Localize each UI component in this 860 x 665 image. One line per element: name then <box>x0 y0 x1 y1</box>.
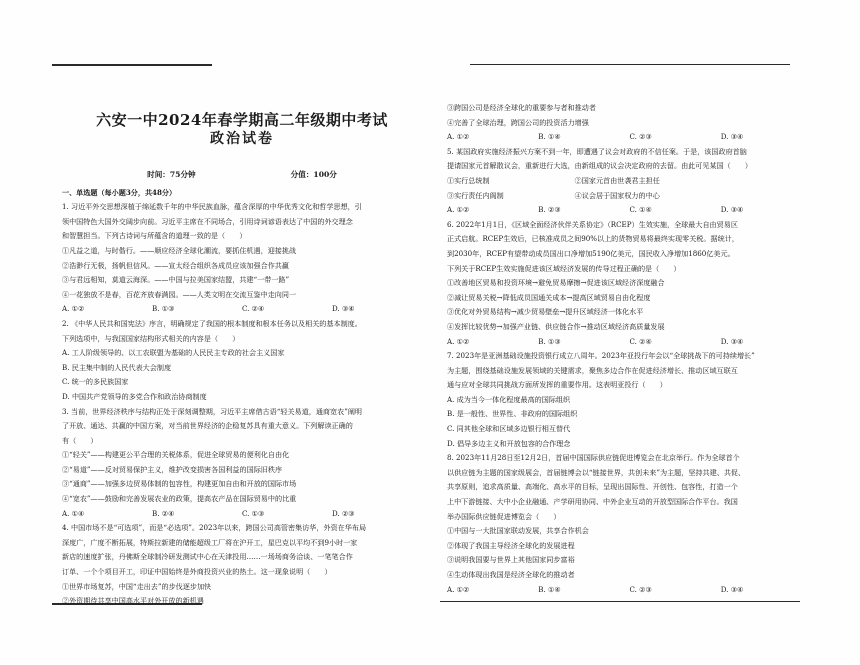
q5-line: 5. 某国政府实施经济振兴方案不到一年，即遭遇了议会对政府的不信任案。于是，该国政府首脑 <box>447 146 747 156</box>
q8-option-d: D. ③④ <box>720 584 744 594</box>
question-4-continued <box>447 101 812 145</box>
q7-option-b: B. 是一般性、世界性、非政府的国际组织 <box>447 409 578 419</box>
q1-option-d: D. ③④ <box>332 304 355 314</box>
q3-option-a: A. ①④ <box>62 508 85 518</box>
exam-meta <box>62 168 422 183</box>
q4-option-a: A. ①② <box>447 132 470 142</box>
q3-option-c: C. ①③ <box>242 508 265 518</box>
q3-line: ③“通商”——加强多边贸易体制的包容性，构建更加自由和开放的国际市场 <box>62 479 297 489</box>
q4-line: ④完善了全球治理，跨国公司的投资活力增强 <box>447 117 589 127</box>
right-column <box>447 101 812 597</box>
q2-option-d: D. 中国共产党领导的多党合作和政治协商制度 <box>62 391 207 401</box>
q8-line: 以供应链为主题的国家级展会，首届链博会以“链接世界，共创未来”为主题，坚持共建、共促、 <box>447 467 746 477</box>
q8-options <box>447 583 812 598</box>
q6-line: 下列关于RCEP生效实施促进该区域经济发展的传导过程正确的是（ ） <box>447 263 681 273</box>
q4-options <box>447 130 812 145</box>
q6-option-c: C. ②④ <box>629 336 652 346</box>
q7-line: 通与应对全球共同挑战方面所发挥的重要作用。这表明亚投行（ ） <box>447 380 667 390</box>
question-7 <box>447 349 812 451</box>
q3-line: 有（ ） <box>62 435 98 445</box>
question-3 <box>62 405 422 522</box>
q7-line: 7. 2023年是亚洲基础设施投资银行成立八周年。2023年亚投行年会以“全球挑战下的可持续增长” <box>447 351 755 361</box>
q8-option-c: C. ②③ <box>629 584 652 594</box>
q5-option-c: C. ①④ <box>629 205 652 215</box>
q5-option-a: A. ①② <box>447 205 470 215</box>
q1-line: ②浩渺行无极，扬帆但信风。——宣太经合组织各成员应该加强合作共赢 <box>62 260 289 270</box>
q1-line: ④一花独放不是春，百花齐放春满园。——人类文明在交流互鉴中走向同一 <box>62 289 297 299</box>
q3-line: ①“轻关”——构建更公平合理的关税体系，促进全球贸易的便利化自由化 <box>62 450 290 460</box>
q7-option-d: D. 倡导多边主义和开放包容的合作理念 <box>447 438 571 448</box>
q5-option-d: D. ③④ <box>720 205 744 215</box>
q1-line: ①凡益之道，与时偕行。——顺应经济全球化潮流，要抓住机遇，迎接挑战 <box>62 245 297 255</box>
q6-line: ③优化对外贸易结构→减少贸易壁垒→提升区域经济一体化水平 <box>447 307 644 317</box>
left-column <box>62 102 422 609</box>
q8-line: ④生动体现出我国是经济全球化的推动者 <box>447 570 575 579</box>
q6-line: ④发挥比较优势→加强产业链、供应链合作→推动区域经济高质量发展 <box>447 321 665 331</box>
q8-line: ①中国与一大批国家联动发展，共享合作机会 <box>447 526 589 536</box>
q1-line: ③与君远相知，莫道云海深。——中国与拉美国家结盟，共建“一带一路” <box>62 275 290 285</box>
q4-line: 4. 中国市场不是“可选项”，而是“必选项”。2023年以来，跨国公司高管密集访华，外资在华布局 <box>62 523 367 533</box>
q5-line: ①实行总统制 ②国家元首由世袭君主担任 <box>447 175 660 185</box>
scan-bottom-right-line <box>440 601 800 602</box>
q3-options <box>62 507 422 522</box>
q2-line: 下列选项中，与我国国家结构形式相关的内容是（ ） <box>62 333 240 343</box>
question-1 <box>62 200 422 317</box>
q4-line: ①世界市场复苏，中国“走出去”的步伐逐步加快 <box>62 581 212 591</box>
q8-line: ③说明我国要与世界上其他国家同步富裕 <box>447 555 575 565</box>
exam-subtitle: 政治试卷 <box>210 131 274 147</box>
q6-line: 到2030年，RCEP有望带动成员国出口净增加5190亿美元，国民收入净增加1860亿美元。 <box>447 248 735 258</box>
q8-line: 举办国际供应链促进博览会（ ） <box>447 511 561 521</box>
q6-option-d: D. ③④ <box>720 336 744 346</box>
question-8 <box>447 451 812 597</box>
q2-line: 2. 《中华人民共和国宪法》序言，明确规定了我国的根本制度和根本任务以及相关的基本制度。 <box>62 318 362 328</box>
q1-line: 1. 习近平外交思想深植于绵延数千年的中华民族血脉，蕴含深厚的中华优秀文化和哲学思想，引 <box>62 202 362 212</box>
q1-line: 和智慧担当。下列古诗词与所蕴含的道理一致的是（ ） <box>62 231 247 241</box>
q3-line: 3. 当前，世界经济秩序与结构正处于深刻调整期，习近平主席借古语“轻关易道，通商宽农”阐明 <box>62 406 363 416</box>
q2-option-c: C. 统一的多民族国家 <box>62 377 129 387</box>
q4-option-b: B. ①④ <box>538 132 561 142</box>
q5-line: ③实行责任内阁制 ④议会居于国家权力的中心 <box>447 190 660 200</box>
q6-option-b: B. ①③ <box>538 336 561 346</box>
q8-line: ②体现了我国主导经济全球化的发展进程 <box>447 540 575 550</box>
q1-option-c: C. ②④ <box>242 304 265 314</box>
q8-option-a: A. ①② <box>447 584 470 594</box>
q2-option-b: B. 民主集中制的人民代表大会制度 <box>62 362 172 372</box>
q1-option-a: A. ①② <box>62 304 85 314</box>
question-2 <box>62 317 422 405</box>
q6-line: 正式启航。RCEP生效后，已核准成员之间90%以上的货物贸易将最终实现零关税。据统计， <box>447 234 739 244</box>
q1-options <box>62 302 422 317</box>
exam-title: 六安一中2024年春学期高二年级期中考试 <box>96 111 388 129</box>
q1-option-b: B. ①③ <box>152 304 175 314</box>
q3-line: ②“易道”——反对贸易保护主义，维护改变损害各国利益的国际旧秩序 <box>62 464 283 474</box>
q7-line: 为主题，围绕基础设施发展领域的关键需求，聚焦多边合作在促进经济增长、推动区域互联互 <box>447 365 738 375</box>
q6-line: 6. 2022年1月1日，《区域全面经济伙伴关系协定》（RCEP）生效实施，全球最大自由贸易区 <box>447 219 738 229</box>
q4-option-d: D. ③④ <box>720 132 744 142</box>
q8-line: 8. 2023年11月28日至12月2日，首届中国国际供应链促进博览会在北京举行。作为全球首个 <box>447 453 740 463</box>
q8-option-b: B. ①④ <box>538 584 561 594</box>
q4-line: 订单、一个个项目开工，印证中国始终是外商投资兴业的热土。这一现象说明（ ） <box>62 567 332 577</box>
scan-top-left-line <box>52 64 212 66</box>
q6-options <box>447 335 812 350</box>
q5-options <box>447 203 812 218</box>
scan-top-right-line <box>470 64 790 65</box>
q7-option-a: A. 成为当今一体化程度最高的国际组织 <box>447 394 571 404</box>
q3-line: 了开放、通达、共赢的中国方案，对当前世界经济的企稳复苏具有重大意义。下列解读正确的 <box>62 421 353 431</box>
q6-line: ①改善地区贸易和投资环境→避免贸易摩擦→促进该区域经济深度融合 <box>447 278 665 288</box>
q8-line: 上中下游链接、大中小企业融通、产学研用协同、中外企业互动的开放型国际合作平台。我国 <box>447 497 738 507</box>
exam-time: 时间：75分钟 <box>147 170 196 179</box>
q7-option-c: C. 同其他全球和区域多边银行相互替代 <box>447 424 571 434</box>
q6-line: ②减让贸易关税→降低成员国通关成本→提高区域贸易自由化程度 <box>447 292 651 302</box>
q6-option-a: A. ①② <box>447 336 470 346</box>
q4-line: 新店的速度扩张，丹佛斯全球制冷研发测试中心在天津投用……一场场商务洽谈、一笔笔合作 <box>62 552 353 562</box>
q8-line: 共享原则，追求高质量、高端化、高水平的目标，呈现出国际性、开创性、包容性，打造一个 <box>447 482 738 492</box>
q4-line: ②外资期待共享中国高水平对外开放的新机遇 <box>62 596 204 606</box>
question-5 <box>447 145 812 218</box>
q5-option-b: B. ②③ <box>538 205 561 215</box>
exam-score: 分值：100分 <box>290 170 337 179</box>
q4-option-c: C. ②③ <box>629 132 652 142</box>
q3-line: ④“宽农”——鼓励和完善发展农业的政策，提高农产品在国际贸易中的比重 <box>62 494 297 504</box>
question-6 <box>447 218 812 349</box>
q3-option-d: D. ②③ <box>332 508 355 518</box>
section-heading: 一、单选题（每小题3分，共48分） <box>62 187 177 197</box>
q5-line: 提请国家元首解散议会，重新进行大选，由新组成的议会决定政府的去留。由此可见某国（ ） <box>447 161 753 171</box>
q3-option-b: B. ②④ <box>152 508 175 518</box>
q4-line: ③跨国公司是经济全球化的重要参与者和推动者 <box>447 103 596 112</box>
q4-line: 深度广，广度不断拓展，特斯拉新建的储能超级工厂将在沪开工，星巴克以平均不到9小时一家 <box>62 537 358 547</box>
q1-line: 领中国特色大国外交阔步向前。习近平主席在不同场合，引用诗词谚语表达了中国的外交理念 <box>62 216 353 226</box>
question-4 <box>62 521 422 609</box>
q2-option-a: A. 工人阶级领导的、以工农联盟为基础的人民民主专政的社会主义国家 <box>62 348 285 358</box>
